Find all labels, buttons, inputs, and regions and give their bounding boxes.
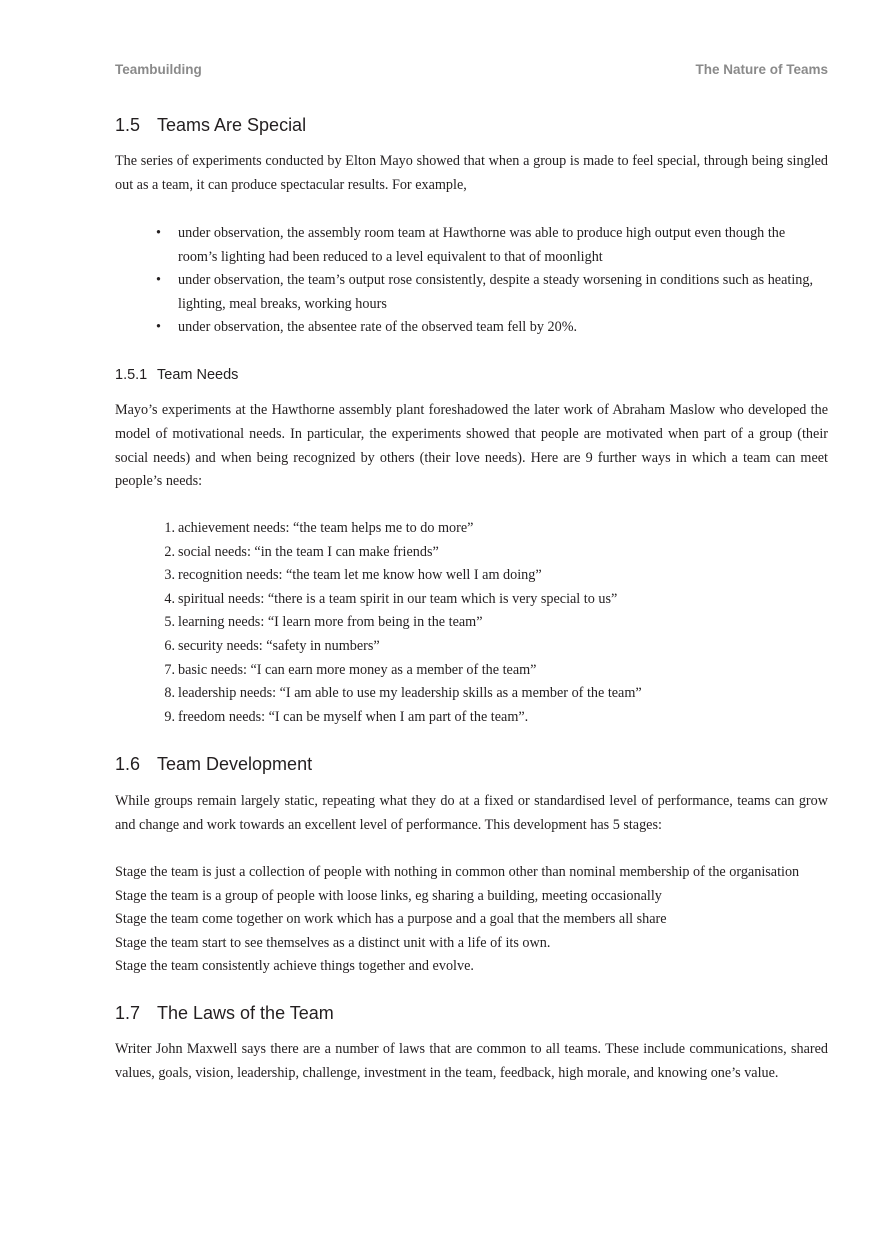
list-number: 5. xyxy=(164,614,175,631)
list-number: 7. xyxy=(164,661,175,678)
paragraph: Writer John Maxwell says there are a number of laws that are common to all teams. These include communications, shared values, goals, vision, leadership, challenge, investment in the team, feedback, high morale, and knowing one’s value. xyxy=(115,1041,828,1081)
list-number: 6. xyxy=(164,637,175,654)
list-item xyxy=(115,706,828,730)
list-item-text: learning needs: “I learn more from being in the team” xyxy=(178,614,483,631)
list-item xyxy=(115,517,828,541)
bullet-icon: • xyxy=(156,319,161,336)
list-item-text: achievement needs: “the team helps me to do more” xyxy=(178,520,474,536)
list-item xyxy=(115,541,828,565)
running-header-left: Teambuilding xyxy=(115,62,202,77)
section-number: 1.5.1 xyxy=(115,367,148,383)
section-heading-1-5 xyxy=(115,113,828,137)
stage-line: Stage the team is just a collection of people with nothing in common other than nominal membership of the organisation xyxy=(115,864,800,880)
paragraph: While groups remain largely static, repeating what they do at a fixed or standardised level of performance, teams can grow and change and work towards an excellent level of performance. This development has 5 stages: xyxy=(115,793,828,833)
list-number: 3. xyxy=(164,567,175,584)
running-header-right: The Nature of Teams xyxy=(695,62,828,77)
section-number: 1.7 xyxy=(115,1003,141,1023)
stage-line: Stage the team start to see themselves as a distinct unit with a life of its own. xyxy=(115,934,551,951)
list-number: 9. xyxy=(164,708,175,725)
section-title: The Laws of the Team xyxy=(157,1003,334,1023)
list-item xyxy=(115,316,828,340)
stage-line: Stage the team come together on work which has a purpose and a goal that the members all share xyxy=(115,911,667,928)
bullet-list xyxy=(115,222,828,340)
list-item xyxy=(115,635,828,659)
section-heading-1-6 xyxy=(115,752,828,776)
list-item-text: leadership needs: “I am able to use my leadership skills as a member of the team” xyxy=(178,685,642,702)
list-item xyxy=(115,269,828,316)
list-item-text: security needs: “safety in numbers” xyxy=(178,637,380,654)
list-number: 4. xyxy=(164,590,175,607)
list-number: 2. xyxy=(164,543,175,560)
section-title: Team Needs xyxy=(157,367,239,383)
list-number: 8. xyxy=(164,685,175,702)
stage-line: Stage the team is a group of people with loose links, eg sharing a building, meeting occasionally xyxy=(115,887,662,904)
section-title: Teams Are Special xyxy=(157,115,307,135)
list-item xyxy=(115,222,828,269)
numbered-list xyxy=(115,517,828,729)
list-item xyxy=(115,564,828,588)
stage-line: Stage the team consistently achieve things together and evolve. xyxy=(115,958,474,975)
subsection-heading-1-5-1 xyxy=(115,365,828,385)
list-item xyxy=(115,588,828,612)
section-heading-1-7 xyxy=(115,1001,828,1025)
paragraph: Mayo’s experiments at the Hawthorne assembly plant foreshadowed the later work of Abraham Maslow who developed the model of motivational needs. In particular, the experiments showed that people are motivated when part of a group (their social needs) and when being recognized by others (their love needs). Here are 9 further ways in which a team can meet people’s needs: xyxy=(115,402,828,490)
bullet-icon: • xyxy=(156,225,161,241)
paragraph: The series of experiments conducted by Elton Mayo showed that when a group is made to feel special, through being singled out as a team, it can produce spectacular results. For example, xyxy=(115,153,828,193)
list-item-text: social needs: “in the team I can make friends” xyxy=(178,543,439,560)
list-item xyxy=(115,682,828,706)
stage-list xyxy=(115,861,828,979)
list-number: 1. xyxy=(164,520,175,536)
list-item-text: recognition needs: “the team let me know how well I am doing” xyxy=(178,567,542,584)
list-item-text: under observation, the team’s output rose consistently, despite a steady worsening in conditions such as heating, lighting, meal breaks, working hours xyxy=(178,272,814,312)
section-title: Team Development xyxy=(157,754,313,774)
list-item-text: under observation, the assembly room team at Hawthorne was able to produce high output even though the room’s lighting had been reduced to a level equivalent to that of moonlight xyxy=(178,225,786,265)
list-item-text: spiritual needs: “there is a team spirit in our team which is very special to us” xyxy=(178,590,618,607)
list-item xyxy=(115,659,828,683)
list-item-text: under observation, the absentee rate of the observed team fell by 20%. xyxy=(178,319,578,336)
section-number: 1.5 xyxy=(115,115,141,135)
list-item-text: basic needs: “I can earn more money as a member of the team” xyxy=(178,661,537,678)
bullet-icon: • xyxy=(156,272,161,289)
section-number: 1.6 xyxy=(115,754,141,774)
list-item-text: freedom needs: “I can be myself when I am part of the team”. xyxy=(178,708,529,725)
list-item xyxy=(115,611,828,635)
